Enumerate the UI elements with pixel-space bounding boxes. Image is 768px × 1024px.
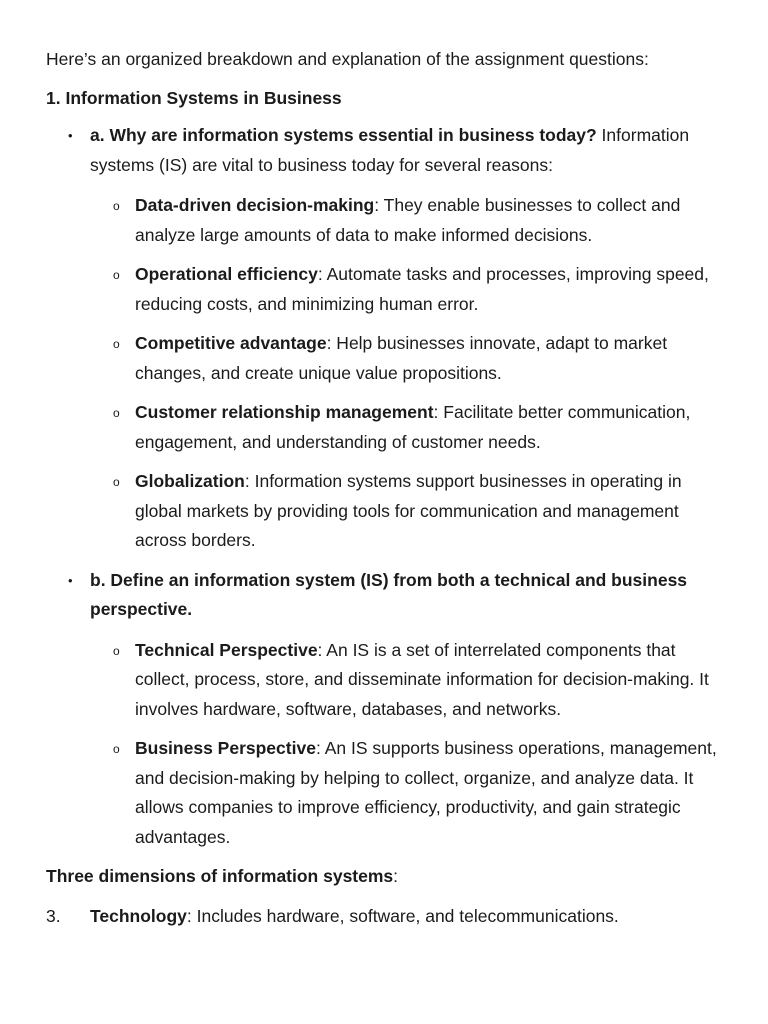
item-term: Customer relationship management <box>135 402 434 422</box>
bullet-icon: • <box>68 128 73 143</box>
circle-bullet-icon: o <box>113 406 120 420</box>
dimensions-heading-suffix: : <box>393 866 399 886</box>
list-item <box>113 636 718 725</box>
circle-bullet-icon: o <box>113 475 120 489</box>
item-term: Operational efficiency <box>135 264 318 284</box>
circle-bullet-icon: o <box>113 643 120 658</box>
item-term: Technology <box>90 905 187 926</box>
item-desc: : An IS is a set of interrelated components that collect, process, store, and disseminate information for decision-making. It involves hardware, software, databases, and networks. <box>135 639 709 719</box>
list-item <box>113 467 718 556</box>
list-item <box>113 329 718 388</box>
item-term: Competitive advantage <box>135 333 327 353</box>
question-b <box>68 566 718 853</box>
question-a <box>68 121 718 556</box>
question-list <box>46 121 718 852</box>
item-desc: : Automate tasks and processes, improving speed, reducing costs, and minimizing human error. <box>135 264 709 314</box>
circle-bullet-icon: o <box>113 742 120 756</box>
bullet-icon: • <box>68 572 73 588</box>
item-term: Business Perspective <box>135 738 316 758</box>
item-desc: : They enable businesses to collect and analyze large amounts of data to make informed decisions. <box>135 195 681 245</box>
list-item <box>113 734 718 852</box>
item-desc: : Facilitate better communication, engagement, and understanding of customer needs. <box>135 402 691 452</box>
item-desc: : An IS supports business operations, management, and decision-making by helping to collect, organize, and analyze data. It allows companies to improve efficiency, productivity, and gain strategic advantages. <box>135 738 717 847</box>
circle-bullet-icon: o <box>113 268 120 282</box>
list-item <box>113 191 718 250</box>
question-a-title: a. Why are information systems essential in business today? <box>90 125 597 145</box>
reasons-list <box>90 191 718 556</box>
question-b-title: b. Define an information system (IS) from both a technical and business perspective. <box>90 569 688 619</box>
section-title: 1. Information Systems in Business <box>46 87 342 108</box>
circle-bullet-icon: o <box>113 337 120 351</box>
item-number: 3. <box>46 905 61 926</box>
list-item <box>113 260 718 319</box>
circle-bullet-icon: o <box>113 199 120 213</box>
intro-paragraph: Here’s an organized breakdown and explanation of the assignment questions: <box>46 49 649 69</box>
item-desc: : Information systems support businesses in operating in global markets by providing tools for communication and management across borders. <box>135 471 682 550</box>
dimensions-heading-text: Three dimensions of information systems <box>46 866 394 886</box>
item-term: Globalization <box>135 471 245 491</box>
item-desc: : Help businesses innovate, adapt to market changes, and create unique value propositions. <box>135 333 668 383</box>
dimensions-heading <box>46 862 718 892</box>
item-term: Technical Perspective <box>135 639 318 660</box>
item-desc: : Includes hardware, software, and telecommunications. <box>186 905 619 926</box>
question-a-text: Information systems (IS) are vital to business today for several reasons: <box>90 125 690 175</box>
perspectives-list <box>90 636 718 853</box>
list-item <box>113 398 718 457</box>
numbered-item <box>46 902 718 932</box>
item-term: Data-driven decision-making <box>135 195 375 215</box>
